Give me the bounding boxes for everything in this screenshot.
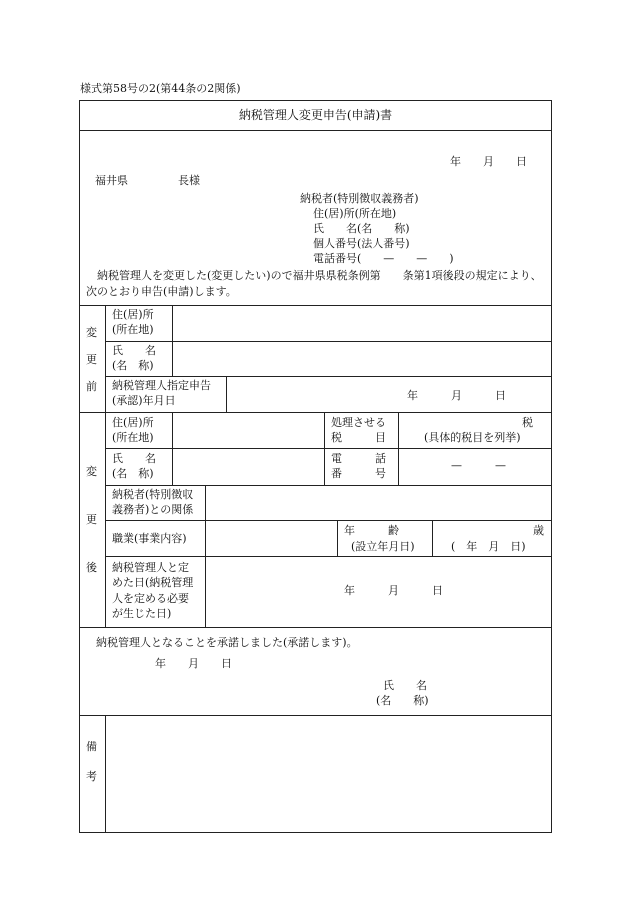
after-decided-date: 年 月 日 (344, 584, 443, 597)
after-phone-label: 電 話 (331, 452, 386, 465)
before-address-label: 住(居)所 (112, 308, 154, 321)
divider-consent (79, 627, 552, 628)
after-tax-suffix: 税 (522, 416, 533, 429)
taxpayer-address-label: 住(居)所(所在地) (313, 207, 397, 220)
after-decided-label-4: が生じた日) (112, 607, 172, 620)
submission-date: 年 月 日 (450, 155, 527, 168)
after-relation-label: 納税者(特別徴収 (112, 488, 194, 501)
before-label-1: 変 (86, 326, 97, 339)
divider-after-2 (105, 485, 552, 486)
after-tax-item-label: 処理させる (331, 416, 386, 429)
before-designation-label-sub: (承認)年月日 (112, 394, 176, 407)
divider-header (79, 305, 552, 306)
vline-age-right (432, 520, 433, 556)
before-address-label-sub: (所在地) (112, 323, 154, 336)
before-designation-label: 納税管理人指定申告 (112, 379, 211, 392)
after-tax-note: (具体的税目を列挙) (424, 431, 521, 444)
divider-before-after (79, 412, 552, 413)
after-tax-item-label-sub: 税 目 (331, 431, 386, 444)
divider-after-3 (105, 520, 552, 521)
vline-before-labels (172, 305, 173, 376)
after-decided-label-2: めた日(納税管理 (112, 576, 194, 589)
taxpayer-phone-label: 電話番号( — — ) (313, 252, 454, 265)
remarks-label-1: 備 (86, 740, 97, 753)
vline-after-labels (172, 412, 173, 485)
vline-before-date (226, 376, 227, 412)
taxpayer-name-label: 氏 名(名 称) (313, 222, 410, 235)
divider-before-2 (105, 376, 552, 377)
before-label-2: 更 (86, 353, 97, 366)
after-relation-label-sub: 義務者)との関係 (112, 503, 194, 516)
divider-after-4 (105, 556, 552, 557)
vline-after-mid-left (324, 412, 325, 485)
after-name-label-sub: (名 称) (112, 467, 154, 480)
after-label-3: 後 (86, 561, 97, 574)
after-age-label: 年 齢 (344, 524, 399, 537)
vline-after-labels-lower (205, 485, 206, 627)
consent-date: 年 月 日 (155, 657, 232, 670)
vline-after-mid-right (398, 412, 399, 485)
after-decided-label-3: 人を定める必要 (112, 592, 189, 605)
form-title: 納税管理人変更申告(申請)書 (238, 108, 393, 122)
vline-label-column (105, 305, 106, 627)
addressee-prefecture: 福井県 (95, 174, 128, 187)
after-label-1: 変 (86, 465, 97, 478)
consent-name-label: 氏 名 (383, 679, 427, 692)
consent-name-label-sub: (名 称) (376, 694, 429, 707)
before-label-3: 前 (86, 380, 97, 393)
after-label-2: 更 (86, 513, 97, 526)
after-age-suffix: 歳 (533, 524, 544, 537)
after-age-date: ( 年 月 日) (451, 540, 526, 553)
divider-title (79, 130, 552, 131)
form-number: 様式第58号の2(第44条の2関係) (80, 82, 241, 95)
statement-text: 納税管理人を変更した(変更したい)ので福井県県税条例第 条第1項後段の規定により、次のとおり申告(申請)します。 (86, 269, 542, 298)
after-decided-label-1: 納税管理人と定 (112, 561, 189, 574)
vline-age-left (337, 520, 338, 556)
after-phone-label-sub: 番 号 (331, 467, 386, 480)
after-name-label: 氏 名 (112, 452, 156, 465)
after-address-label: 住(居)所 (112, 416, 154, 429)
before-name-label: 氏 名 (112, 344, 156, 357)
after-age-label-sub: (設立年月日) (351, 540, 415, 553)
taxpayer-number-label: 個人番号(法人番号) (313, 237, 410, 250)
after-phone-value: — — (451, 459, 506, 472)
before-name-label-sub: (名 称) (112, 359, 154, 372)
after-address-label-sub: (所在地) (112, 431, 154, 444)
after-occupation-label: 職業(事業内容) (112, 532, 187, 545)
taxpayer-heading: 納税者(特別徴収義務者) (300, 192, 419, 205)
addressee-suffix: 長様 (178, 174, 200, 187)
before-designation-date: 年 月 日 (407, 389, 506, 402)
vline-remarks (105, 715, 106, 833)
divider-remarks (79, 715, 552, 716)
consent-text: 納税管理人となることを承諾しました(承諾します)。 (96, 636, 358, 649)
remarks-label-2: 考 (86, 770, 97, 783)
